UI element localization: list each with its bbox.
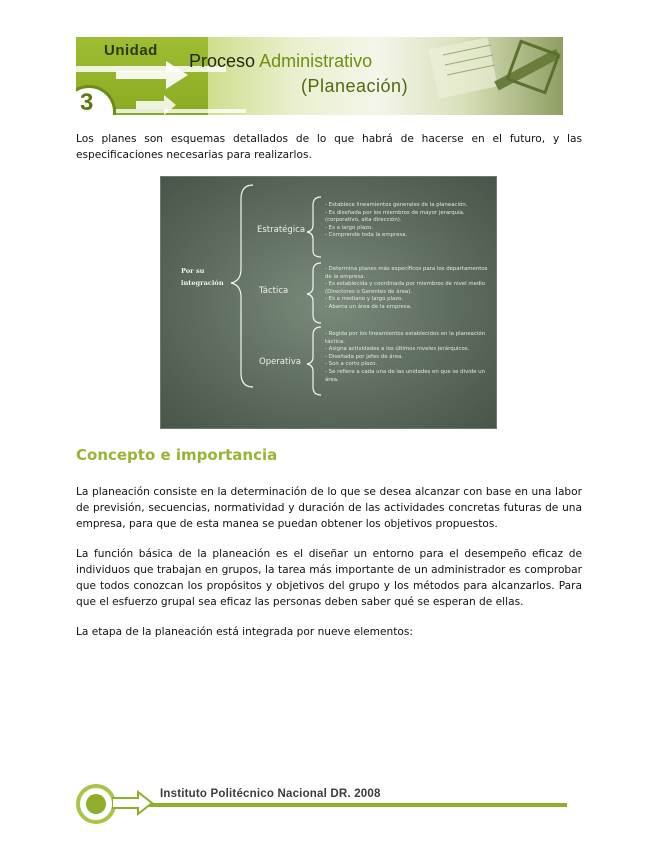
level-tactica: Táctica bbox=[259, 286, 289, 296]
list-item: - Diseñada por jefes de área. bbox=[325, 353, 403, 360]
root-label-line1: Por su bbox=[181, 267, 205, 275]
footer-arrow-icon bbox=[112, 790, 158, 816]
list-item: - Es a largo plazo. bbox=[325, 224, 373, 231]
tactica-items bbox=[325, 266, 493, 312]
list-item: - Se refiere a cada una de las unidades en que se divide un área. bbox=[325, 368, 486, 383]
list-item: - Establece lineamientos generales de la planeación. bbox=[325, 202, 468, 208]
list-item: - Son a corto plazo. bbox=[325, 361, 378, 368]
title-word-proceso: Proceso bbox=[189, 51, 256, 71]
title-word-administrativo: Administrativo bbox=[259, 51, 373, 71]
brace-operativa bbox=[307, 327, 321, 395]
operativa-items bbox=[325, 331, 493, 384]
intro-paragraph: Los planes son esquemas detallados de lo que habrá de hacerse en el futuro, y las especificaciones necesarias para realizarlos. bbox=[76, 133, 582, 161]
paragraph-function: La función básica de la planeación es el diseñar un entorno para el desempeño eficaz de individuos que trabajan en grupos, la tarea más importante de un administrador es comprobar que todos conozcan los propósitos y objetivos del grupo y los métodos para alcanzarlos. Para que el esfuerzo grupal sea eficaz las personas deben saber qué se esperan de ellas. bbox=[76, 548, 582, 608]
section-title: Concepto e importancia bbox=[76, 446, 278, 464]
unit-label: Unidad bbox=[104, 42, 158, 59]
banner-title bbox=[189, 51, 372, 72]
list-item: - Asigna actividades a los últimos niveles jerárquicos. bbox=[325, 346, 470, 353]
footer-logo-dot bbox=[86, 794, 106, 814]
list-item: - Regida por los lineamientos establecidos en la planeación táctica. bbox=[325, 331, 486, 345]
banner-subtitle: (Planeación) bbox=[301, 76, 409, 96]
banner-arrow-icon bbox=[116, 57, 196, 115]
brace-tactica bbox=[307, 263, 321, 323]
header-banner bbox=[76, 37, 563, 115]
list-item: - Es establecida y coordinada por miembros de nivel medio (Directores o Gerentes de área). bbox=[325, 281, 486, 295]
paragraph-elements: La etapa de la planeación está integrada por nueve elementos: bbox=[76, 626, 413, 638]
list-item: - Es a mediano y largo plazo. bbox=[325, 296, 404, 303]
unit-number: 3 bbox=[80, 89, 94, 115]
list-item: - Determina planes más específicos para los departamentos de la empresa. bbox=[325, 266, 488, 280]
level-estrategica: Estratégica bbox=[257, 225, 306, 235]
level-operativa: Operativa bbox=[259, 357, 301, 367]
brace-estrategica bbox=[307, 197, 321, 257]
root-label bbox=[181, 265, 241, 289]
office-supplies-icon bbox=[413, 37, 563, 115]
list-item: - Comprende toda la empresa. bbox=[325, 232, 408, 239]
root-label-line2: integración bbox=[181, 279, 224, 287]
paragraph-concept: La planeación consiste en la determinación de lo que se desea alcanzar con base en una labor de previsión, secuencias, normatividad y duración de las actividades concretas futuras de una empresa, para que de esta manea se puedan obtener los objetivos propuestos. bbox=[76, 486, 582, 530]
list-item: - Es diseñada por los miembros de mayor jerarquía. (corporativo, alta dirección). bbox=[325, 209, 465, 224]
footer-institution: Instituto Politécnico Nacional DR. 2008 bbox=[160, 788, 381, 800]
estrategica-items bbox=[325, 202, 493, 240]
planning-levels-diagram bbox=[160, 176, 497, 429]
list-item: - Abarca un área de la empresa. bbox=[325, 303, 412, 310]
